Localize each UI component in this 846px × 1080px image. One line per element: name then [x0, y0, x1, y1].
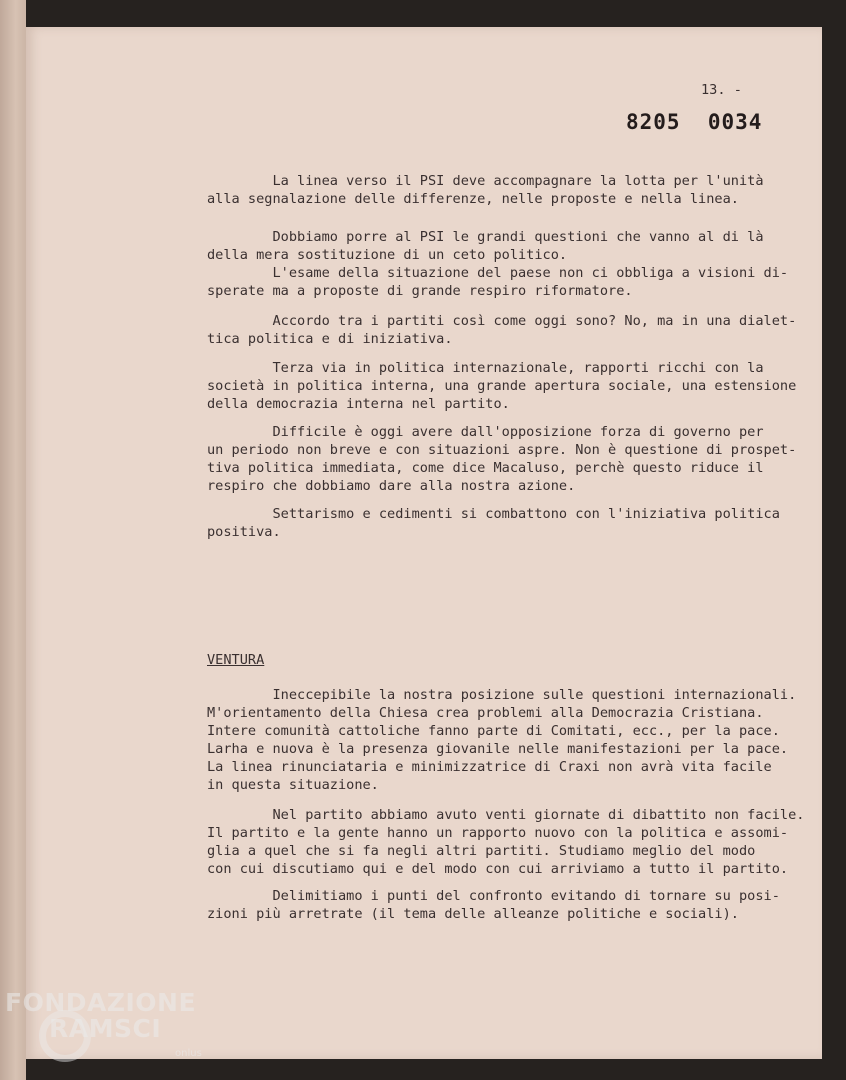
paragraph [207, 172, 807, 208]
watermark-line2: RAMSCI [49, 1014, 162, 1043]
text-line: Il partito e la gente hanno un rapporto nuovo con la politica e assomi- [207, 825, 789, 841]
text-line: M'orientamento della Chiesa crea problemi alla Democrazia Cristiana. [207, 705, 764, 721]
paragraph [207, 312, 807, 348]
text-line: in questa situazione. [207, 777, 379, 793]
page-number: 13. - [701, 82, 742, 98]
text-line: società in politica interna, una grande apertura sociale, una estensione [207, 378, 797, 394]
text-line: La linea verso il PSI deve accompagnare la lotta per l'unità [207, 173, 764, 189]
paragraph [207, 686, 807, 794]
text-line: respiro che dobbiamo dare alla nostra azione. [207, 478, 576, 494]
document-number: 8205 0034 [626, 110, 763, 134]
text-line: alla segnalazione delle differenze, nelle proposte e nella linea. [207, 191, 739, 207]
section-heading: VENTURA [207, 652, 265, 668]
paragraph [207, 505, 807, 541]
text-line: della democrazia interna nel partito. [207, 396, 510, 412]
watermark-line1: FONDAZIONE [5, 988, 197, 1017]
paragraph [207, 264, 807, 300]
text-line: tica politica e di iniziativa. [207, 331, 453, 347]
text-line: Larha e nuova è la presenza giovanile nelle manifestazioni per la pace. [207, 741, 789, 757]
text-line: L'esame della situazione del paese non ci obbliga a visioni di- [207, 265, 789, 281]
text-line: della mera sostituzione di un ceto politico. [207, 247, 568, 263]
text-line: tiva politica immediata, come dice Macaluso, perchè questo riduce il [207, 460, 764, 476]
paragraph [207, 806, 807, 878]
text-line: un periodo non breve e con situazioni aspre. Non è questione di prospet- [207, 442, 797, 458]
paragraph [207, 887, 807, 923]
paragraph [207, 423, 807, 495]
text-line: Terza via in politica internazionale, rapporti ricchi con la [207, 360, 764, 376]
text-line: sperate ma a proposte di grande respiro riformatore. [207, 283, 633, 299]
text-line: Ineccepibile la nostra posizione sulle questioni internazionali. [207, 687, 797, 703]
watermark-logo [5, 988, 202, 1059]
text-line: Dobbiamo porre al PSI le grandi questioni che vanno al di là [207, 229, 764, 245]
text-line: Intere comunità cattoliche fanno parte di Comitati, ecc., per la pace. [207, 723, 780, 739]
text-line: Accordo tra i partiti così come oggi sono? No, ma in una dialet- [207, 313, 797, 329]
text-line: Settarismo e cedimenti si combattono con l'iniziativa politica [207, 506, 780, 522]
text-line: Difficile è oggi avere dall'opposizione forza di governo per [207, 424, 764, 440]
paragraph [207, 359, 807, 413]
left-page-edge [0, 0, 26, 1080]
text-line: positiva. [207, 524, 281, 540]
text-line: Nel partito abbiamo avuto venti giornate di dibattito non facile. [207, 807, 805, 823]
text-line: zioni più arretrate (il tema delle alleanze politiche e sociali). [207, 906, 739, 922]
text-line: La linea rinunciataria e minimizzatrice di Craxi non avrà vita facile [207, 759, 772, 775]
watermark-g-icon [39, 1010, 91, 1062]
paragraph [207, 228, 807, 264]
text-line: Delimitiamo i punti del confronto evitando di tornare su posi- [207, 888, 780, 904]
text-line: con cui discutiamo qui e del modo con cui arriviamo a tutto il partito. [207, 861, 789, 877]
text-line: glia a quel che si fa negli altri partiti. Studiamo meglio del modo [207, 843, 756, 859]
watermark-line3: onlus [175, 1048, 202, 1059]
